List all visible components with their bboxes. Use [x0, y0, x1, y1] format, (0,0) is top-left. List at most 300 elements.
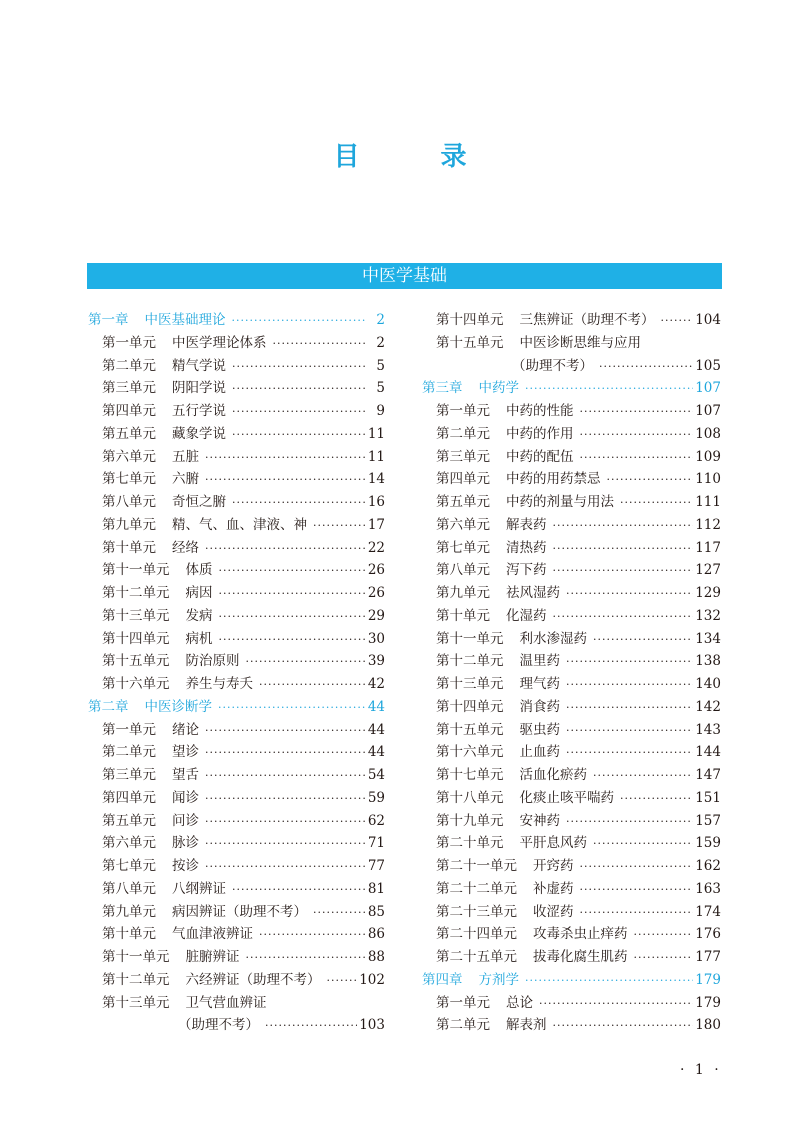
entry-number: 第一单元	[102, 334, 156, 351]
entry-number: 第十五单元	[436, 334, 504, 351]
entry-title: 中药的用药禁忌	[506, 471, 601, 488]
leader-dots	[232, 879, 365, 902]
entry-title: 攻毒杀虫止痒药	[533, 926, 628, 943]
entry-title: 病因	[185, 585, 213, 601]
leader-dots	[566, 811, 693, 834]
entry-title: 体质	[185, 562, 213, 579]
entry-title: 经络	[172, 539, 199, 556]
entry-title: 消食药	[519, 698, 560, 715]
toc-unit-entry[interactable]	[422, 446, 721, 469]
entry-number: 第十二单元	[102, 971, 170, 988]
toc-unit-entry[interactable]	[88, 423, 385, 446]
entry-title: 病因辨证（助理不考）	[172, 903, 307, 920]
leader-dots	[265, 1015, 357, 1038]
toc-unit-entry[interactable]	[422, 559, 721, 582]
leader-dots	[593, 765, 693, 788]
entry-number: 第十六单元	[102, 676, 170, 692]
leader-dots	[219, 629, 366, 652]
toc-unit-entry[interactable]	[88, 468, 385, 491]
leader-dots	[634, 924, 694, 947]
leader-dots	[580, 401, 694, 424]
entry-number: 第十五单元	[102, 653, 170, 670]
entry-number: 第十单元	[102, 926, 156, 943]
toc-unit-entry[interactable]	[88, 719, 385, 742]
entry-title: 病机	[185, 630, 213, 647]
entry-page-number: 117	[695, 539, 721, 556]
entry-title: 开窍药	[533, 858, 574, 874]
toc-unit-entry[interactable]	[88, 628, 385, 651]
toc-unit-entry[interactable]	[422, 764, 721, 787]
toc-unit-entry[interactable]	[88, 901, 385, 924]
toc-unit-entry[interactable]	[88, 946, 385, 969]
entry-title: 脉诊	[172, 835, 199, 852]
leader-dots	[205, 720, 365, 743]
entry-page-number: 54	[367, 767, 385, 783]
leader-dots	[553, 538, 694, 561]
leader-dots	[525, 378, 693, 401]
entry-page-number: 151	[695, 789, 721, 806]
toc-unit-entry[interactable]	[88, 673, 385, 696]
entry-page-number: 112	[695, 516, 721, 533]
entry-page-number: 29	[367, 607, 385, 624]
leader-dots	[620, 492, 693, 515]
entry-number: 第二十五单元	[436, 949, 517, 965]
entry-page-number: 104	[695, 312, 721, 328]
entry-number: 第一单元	[436, 403, 490, 419]
entry-page-number: 44	[367, 721, 385, 738]
leader-dots	[313, 515, 365, 538]
leader-dots	[553, 515, 694, 538]
toc-unit-entry[interactable]	[88, 1014, 385, 1037]
entry-page-number: 107	[695, 380, 721, 397]
leader-dots	[205, 765, 365, 788]
toc-unit-entry[interactable]	[88, 582, 385, 605]
entry-title: （助理不考）	[178, 1017, 259, 1034]
entry-page-number: 81	[367, 880, 385, 897]
entry-number: 第二十二单元	[436, 880, 517, 897]
entry-page-number: 180	[695, 1017, 721, 1034]
leader-dots	[313, 902, 365, 925]
toc-unit-entry[interactable]	[88, 446, 385, 469]
toc-unit-entry[interactable]	[88, 923, 385, 946]
entry-title: 问诊	[172, 812, 199, 829]
toc-unit-entry[interactable]	[422, 1014, 721, 1037]
leader-dots	[232, 378, 365, 401]
entry-page-number: 159	[695, 835, 721, 852]
toc-unit-entry[interactable]	[88, 537, 385, 560]
toc-unit-entry[interactable]	[88, 741, 385, 764]
entry-page-number: 147	[695, 767, 721, 783]
entry-page-number: 14	[367, 471, 385, 488]
leader-dots	[205, 856, 365, 879]
entry-title: 中药的作用	[506, 425, 574, 442]
toc-unit-entry[interactable]	[88, 878, 385, 901]
toc-unit-entry[interactable]	[422, 946, 721, 969]
leader-dots	[327, 970, 358, 993]
toc-unit-entry[interactable]	[422, 696, 721, 719]
toc-unit-entry[interactable]	[88, 855, 385, 878]
entry-page-number: 11	[367, 425, 385, 442]
entry-title: 养生与寿夭	[185, 676, 253, 692]
entry-title: 六经辨证（助理不考）	[185, 971, 321, 988]
entry-number: 第二单元	[436, 425, 490, 442]
toc-unit-entry[interactable]	[422, 673, 721, 696]
entry-number: 第二十一单元	[436, 858, 517, 874]
toc-unit-entry[interactable]	[422, 855, 721, 878]
entry-title: 八纲辨证	[172, 880, 226, 897]
leader-dots	[566, 583, 693, 606]
leader-dots	[273, 333, 366, 356]
entry-number: 第十五单元	[436, 721, 504, 738]
toc-unit-entry[interactable]	[88, 355, 385, 378]
entry-number: 第九单元	[436, 585, 490, 601]
entry-number: 第十二单元	[102, 585, 170, 601]
toc-unit-entry[interactable]	[422, 355, 721, 378]
entry-title: 温里药	[519, 653, 560, 670]
entry-number: 第十三单元	[102, 607, 170, 624]
entry-number: 第十一单元	[436, 630, 504, 647]
entry-title: 藏象学说	[172, 425, 226, 442]
entry-number: 第二十三单元	[436, 903, 517, 920]
entry-page-number: 102	[359, 971, 385, 988]
entry-page-number: 163	[695, 880, 721, 897]
leader-dots	[205, 742, 365, 765]
leader-dots	[259, 674, 365, 697]
entry-page-number: 71	[367, 835, 385, 852]
entry-title: 精气学说	[172, 357, 226, 374]
leader-dots	[205, 811, 365, 834]
entry-number: 第二十四单元	[436, 926, 517, 943]
page-number: · 1 ·	[680, 1062, 722, 1078]
entry-page-number: 138	[695, 653, 721, 670]
entry-number: 第十六单元	[436, 744, 504, 761]
entry-title: 望舌	[172, 767, 199, 783]
leader-dots	[232, 401, 365, 424]
entry-title: 按诊	[172, 858, 199, 874]
leader-dots	[232, 424, 365, 447]
toc-unit-entry[interactable]	[422, 923, 721, 946]
entry-page-number: 176	[695, 926, 721, 943]
leader-dots	[553, 560, 694, 583]
entry-number: 第七单元	[436, 539, 490, 556]
toc-unit-entry[interactable]	[422, 832, 721, 855]
entry-number: 第三单元	[102, 380, 156, 397]
entry-title: 安神药	[519, 812, 560, 829]
entry-number: 第八单元	[102, 880, 156, 897]
leader-dots	[580, 424, 694, 447]
leader-dots	[232, 310, 366, 333]
entry-number: 第九单元	[102, 903, 156, 920]
toc-unit-entry[interactable]	[422, 992, 721, 1015]
entry-page-number: 17	[367, 516, 385, 533]
entry-number: 第十单元	[102, 539, 156, 556]
entry-title: 发病	[185, 607, 213, 624]
leader-dots	[232, 492, 365, 515]
entry-title: 化湿药	[506, 607, 547, 624]
toc-unit-entry[interactable]	[422, 628, 721, 651]
toc-unit-entry[interactable]	[88, 787, 385, 810]
entry-page-number: 88	[367, 949, 385, 965]
leader-dots	[219, 560, 366, 583]
entry-page-number: 144	[695, 744, 721, 761]
entry-page-number: 179	[695, 994, 721, 1011]
entry-title: 解表剂	[506, 1017, 547, 1034]
entry-title: 卫气营血辨证	[185, 994, 267, 1011]
entry-page-number: 59	[367, 789, 385, 806]
entry-number: 第二单元	[102, 357, 156, 374]
entry-number: 第十四单元	[436, 698, 504, 715]
toc-unit-entry[interactable]	[422, 423, 721, 446]
entry-page-number: 22	[367, 539, 385, 556]
leader-dots	[205, 469, 365, 492]
toc-chapter-entry[interactable]	[422, 377, 721, 400]
entry-number: 第四单元	[102, 403, 156, 419]
toc-unit-entry[interactable]	[422, 332, 721, 355]
toc-unit-entry[interactable]	[422, 514, 721, 537]
leader-dots	[580, 856, 694, 879]
entry-title: 祛风湿药	[506, 585, 560, 601]
entry-title: 利水渗湿药	[519, 630, 587, 647]
entry-title: 阴阳学说	[172, 380, 226, 397]
entry-number: 第三单元	[436, 448, 490, 465]
entry-title: 防治原则	[185, 653, 240, 670]
toc-unit-entry[interactable]	[88, 764, 385, 787]
toc-unit-entry[interactable]	[422, 878, 721, 901]
entry-page-number: 85	[367, 903, 385, 920]
entry-number: 第八单元	[436, 562, 490, 579]
entry-title: 中医诊断思维与应用	[519, 334, 641, 351]
toc-unit-entry[interactable]	[88, 650, 385, 673]
entry-number: 第二十单元	[436, 835, 504, 852]
entry-page-number: 109	[695, 448, 721, 465]
entry-title: 中药学	[478, 380, 519, 397]
toc-unit-entry[interactable]	[88, 400, 385, 423]
toc-chapter-entry[interactable]	[422, 969, 721, 992]
entry-title: 平肝息风药	[519, 835, 587, 852]
toc-unit-entry[interactable]	[422, 537, 721, 560]
entry-title: 望诊	[172, 744, 199, 761]
leader-dots	[205, 788, 365, 811]
toc-unit-entry[interactable]	[422, 491, 721, 514]
leader-dots	[246, 651, 366, 674]
entry-number: 第四单元	[436, 471, 490, 488]
entry-number: 第六单元	[102, 448, 156, 465]
toc-unit-entry[interactable]	[88, 332, 385, 355]
leader-dots	[218, 697, 365, 720]
entry-title: 理气药	[519, 676, 560, 692]
entry-title: 中医学理论体系	[172, 334, 267, 351]
entry-page-number: 16	[367, 494, 385, 510]
entry-title: 中医基础理论	[144, 312, 226, 328]
entry-page-number: 30	[367, 630, 385, 647]
leader-dots	[607, 469, 694, 492]
entry-title: 总论	[506, 994, 533, 1011]
leader-dots	[539, 993, 693, 1016]
entry-number: 第十四单元	[102, 630, 170, 647]
entry-number: 第十二单元	[436, 653, 504, 670]
entry-title: 奇恒之腑	[172, 494, 226, 510]
leader-dots	[566, 720, 693, 743]
entry-title: 活血化瘀药	[519, 767, 587, 783]
leader-dots	[553, 606, 694, 629]
entry-title: 化痰止咳平喘药	[519, 789, 614, 806]
entry-page-number: 5	[376, 357, 385, 374]
entry-number: 第七单元	[102, 858, 156, 874]
entry-title: 三焦辨证（助理不考）	[519, 312, 655, 328]
toc-unit-entry[interactable]	[88, 514, 385, 537]
toc-chapter-entry[interactable]	[88, 309, 385, 332]
entry-page-number: 26	[367, 585, 385, 601]
toc-unit-entry[interactable]	[422, 582, 721, 605]
toc-unit-entry[interactable]	[422, 787, 721, 810]
entry-number: 第五单元	[102, 425, 156, 442]
leader-dots	[205, 833, 365, 856]
entry-title: 气血津液辨证	[172, 926, 253, 943]
leader-dots	[661, 310, 694, 333]
leader-dots	[205, 538, 365, 561]
section-banner: 中医学基础	[87, 263, 722, 289]
entry-page-number: 127	[695, 562, 721, 579]
entry-title: 清热药	[506, 539, 547, 556]
toc-unit-entry[interactable]	[422, 400, 721, 423]
entry-number: 第二单元	[436, 1017, 490, 1034]
toc-unit-entry[interactable]	[88, 810, 385, 833]
leader-dots	[525, 970, 693, 993]
entry-page-number: 174	[695, 903, 721, 920]
toc-unit-entry[interactable]	[422, 309, 721, 332]
entry-page-number: 157	[695, 812, 721, 829]
toc-unit-entry[interactable]	[88, 559, 385, 582]
entry-number: 第十一单元	[102, 949, 170, 965]
leader-dots	[205, 447, 365, 470]
leader-dots	[219, 606, 366, 629]
toc-unit-entry[interactable]	[422, 650, 721, 673]
entry-title: 解表药	[506, 516, 547, 533]
leader-dots	[593, 629, 693, 652]
entry-title: 中医诊断学	[144, 698, 212, 715]
leader-dots	[580, 447, 694, 470]
entry-page-number: 9	[376, 403, 385, 419]
entry-number: 第五单元	[436, 494, 490, 510]
entry-title: 驱虫药	[519, 721, 560, 738]
entry-title: 拔毒化腐生肌药	[533, 949, 628, 965]
leader-dots	[259, 924, 365, 947]
toc-unit-entry[interactable]	[88, 992, 385, 1015]
leader-dots	[553, 1015, 694, 1038]
entry-number: 第六单元	[436, 516, 490, 533]
toc-unit-entry[interactable]	[422, 468, 721, 491]
entry-page-number: 107	[695, 403, 721, 419]
entry-title: 补虚药	[533, 880, 574, 897]
toc-unit-entry[interactable]	[422, 741, 721, 764]
entry-number: 第三章	[422, 380, 463, 397]
entry-page-number: 111	[695, 494, 721, 510]
entry-number: 第十四单元	[436, 312, 504, 328]
entry-title: 中药的剂量与用法	[506, 494, 614, 510]
toc-chapter-entry[interactable]	[88, 696, 385, 719]
leader-dots	[246, 947, 366, 970]
entry-page-number: 105	[695, 357, 721, 374]
toc-unit-entry[interactable]	[88, 832, 385, 855]
entry-title: 中药的性能	[506, 403, 574, 419]
toc-unit-entry[interactable]	[88, 605, 385, 628]
page-title: 目 录	[333, 142, 503, 172]
leader-dots	[593, 833, 693, 856]
leader-dots	[566, 651, 693, 674]
entry-title: 脏腑辨证	[185, 949, 240, 965]
entry-number: 第六单元	[102, 835, 156, 852]
entry-number: 第十八单元	[436, 789, 504, 806]
leader-dots	[566, 742, 693, 765]
entry-page-number: 134	[695, 630, 721, 647]
leader-dots	[580, 879, 694, 902]
entry-page-number: 110	[695, 471, 721, 488]
entry-number: 第三单元	[102, 767, 156, 783]
entry-number: 第四章	[422, 971, 463, 988]
entry-number: 第五单元	[102, 812, 156, 829]
entry-page-number: 86	[367, 926, 385, 943]
entry-number: 第二单元	[102, 744, 156, 761]
leader-dots	[232, 356, 365, 379]
toc-right-column	[422, 309, 721, 1037]
entry-title: （助理不考）	[512, 357, 593, 374]
toc-unit-entry[interactable]	[422, 605, 721, 628]
entry-page-number: 143	[695, 721, 721, 738]
entry-title: 收涩药	[533, 903, 574, 920]
toc-unit-entry[interactable]	[422, 719, 721, 742]
entry-number: 第四单元	[102, 789, 156, 806]
leader-dots	[566, 674, 693, 697]
leader-dots	[219, 583, 366, 606]
toc-unit-entry[interactable]	[88, 377, 385, 400]
entry-page-number: 108	[695, 425, 721, 442]
entry-page-number: 179	[695, 971, 721, 988]
entry-number: 第十三单元	[102, 994, 170, 1011]
toc-unit-entry[interactable]	[422, 901, 721, 924]
entry-page-number: 140	[695, 676, 721, 692]
leader-dots	[620, 788, 693, 811]
entry-page-number: 44	[367, 698, 385, 715]
toc-left-column	[88, 309, 385, 1037]
entry-title: 泻下药	[506, 562, 547, 579]
leader-dots	[599, 356, 693, 379]
toc-unit-entry[interactable]	[422, 810, 721, 833]
entry-page-number: 162	[695, 858, 721, 874]
entry-number: 第十九单元	[436, 812, 504, 829]
entry-title: 绪论	[172, 721, 199, 738]
entry-page-number: 142	[695, 698, 721, 715]
leader-dots	[634, 947, 694, 970]
toc-unit-entry[interactable]	[88, 969, 385, 992]
toc-unit-entry[interactable]	[88, 491, 385, 514]
entry-page-number: 177	[695, 949, 721, 965]
entry-title: 中药的配伍	[506, 448, 574, 465]
entry-page-number: 39	[367, 653, 385, 670]
entry-page-number: 11	[367, 448, 385, 465]
entry-page-number: 132	[695, 607, 721, 624]
entry-number: 第一单元	[102, 721, 156, 738]
entry-page-number: 26	[367, 562, 385, 579]
leader-dots	[580, 902, 694, 925]
entry-number: 第八单元	[102, 494, 156, 510]
entry-title: 闻诊	[172, 789, 199, 806]
entry-page-number: 77	[367, 858, 385, 874]
entry-title: 五脏	[172, 448, 199, 465]
entry-page-number: 2	[376, 334, 385, 351]
entry-number: 第十一单元	[102, 562, 170, 579]
entry-number: 第十单元	[436, 607, 490, 624]
entry-number: 第一章	[88, 312, 129, 328]
